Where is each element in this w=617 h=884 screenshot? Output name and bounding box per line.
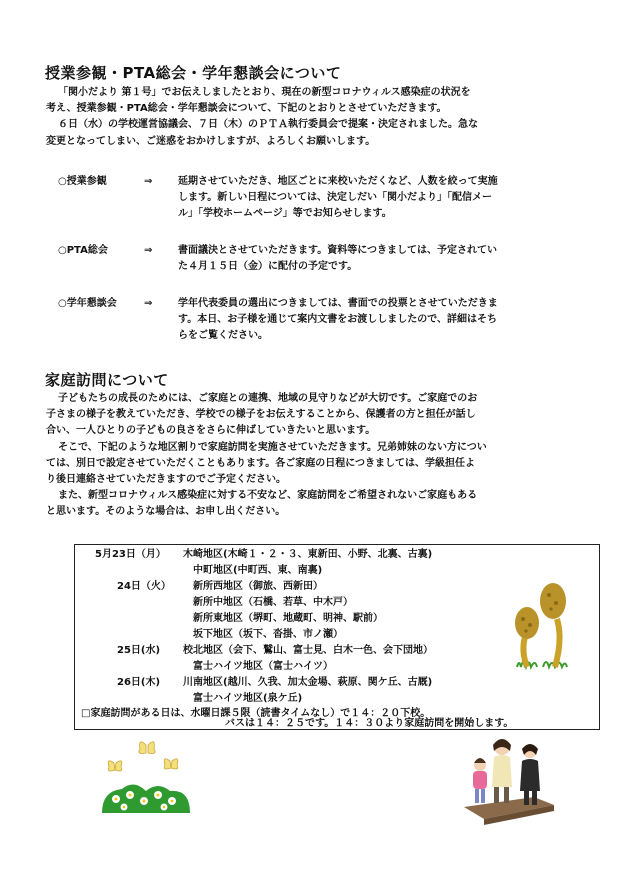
body-line: 合い、一人ひとりの子どもの良さをさらに伸ばしていきたいと思います。 bbox=[46, 425, 376, 437]
arrow-icon: ⇒ bbox=[144, 176, 153, 187]
intro-line: 変更となってしまい、ご迷惑をおかけしますが、よろしくお願いします。 bbox=[46, 135, 376, 147]
schedule-area: 富士ハイツ地区（富士ハイツ） bbox=[193, 661, 333, 672]
item-gakunen-kondankai bbox=[58, 296, 578, 352]
schedule-date: 25日(水) bbox=[117, 645, 161, 656]
schedule-area: 富士ハイツ地区(泉ケ丘) bbox=[193, 693, 303, 704]
schedule-area: 新所東地区（堺町、地蔵町、明神、駅前） bbox=[193, 613, 383, 624]
intro-line: ６日（水）の学校運営協議会、７日（木）のＰＴＡ執行委員会で提案・決定されました。急な bbox=[58, 119, 478, 131]
schedule-date: 5月23日（月） bbox=[95, 549, 166, 560]
schedule-note: □家庭訪問がある日は、水曜日課５限（読書タイムなし）で１４：２０下校。 bbox=[81, 708, 431, 719]
item-label: ○授業参観 bbox=[58, 176, 107, 187]
section1-intro bbox=[46, 85, 574, 150]
item-line: た４月１５日（金）に配付の予定です。 bbox=[178, 261, 358, 273]
section1-title: 授業参観・PTA総会・学年懇談会について bbox=[45, 64, 342, 82]
body-line: また、新型コロナウィルス感染症に対する不安など、家庭訪問をご希望されないご家庭もある bbox=[58, 490, 478, 502]
item-line: す。本日、お子様を通じて案内文書をお渡ししましたので、詳細はそち bbox=[178, 314, 497, 326]
item-text bbox=[178, 243, 578, 275]
arrow-icon: ⇒ bbox=[144, 245, 153, 256]
section2-title: 家庭訪問について bbox=[45, 371, 169, 389]
item-line: します。新しい日程については、決定しだい「関小だより」「配信メー bbox=[178, 192, 492, 204]
schedule-area: 校北地区（会下、鷲山、富士見、白木一色、会下団地） bbox=[183, 645, 433, 656]
item-text bbox=[178, 296, 578, 345]
family-visit-illustration bbox=[464, 735, 554, 825]
item-line: 書面議決とさせていただきます。資料等につきましては、予定されてい bbox=[178, 245, 497, 256]
item-line: 延期させていただき、地区ごとに来校いただくなど、人数を絞って実施 bbox=[178, 176, 498, 187]
item-line: らをご覧ください。 bbox=[178, 330, 268, 342]
body-line: そこで、下記のような地区割りで家庭訪問を実施させていただきます。兄弟姉妹のない方につい bbox=[58, 441, 487, 453]
home-visit-schedule-box bbox=[74, 544, 600, 730]
intro-line: 「関小だより 第１号」でお伝えしましたとおり、現在の新型コロナウィルス感染症の状況を bbox=[58, 87, 471, 98]
schedule-date: 26日(木) bbox=[117, 677, 161, 688]
flowers-butterflies-illustration bbox=[100, 737, 192, 817]
item-label: ○PTA総会 bbox=[58, 245, 108, 256]
schedule-date: 24日（火） bbox=[117, 581, 171, 592]
mushroom-illustration bbox=[509, 579, 575, 671]
body-line: ては、別日で設定させていただくこともあります。各ご家庭の日程につきましては、学級担任よ bbox=[46, 457, 475, 469]
body-line: 子さまの様子を教えていただき、学校での様子をお伝えすることから、保護者の方と担任が話し bbox=[46, 409, 476, 421]
body-line: と思います。そのような場合は、お申し出ください。 bbox=[46, 506, 286, 518]
schedule-area: 坂下地区（坂下、沓掛、市ノ瀬） bbox=[193, 629, 343, 640]
item-line: ル」「学校ホームページ」等でお知らせします。 bbox=[178, 208, 392, 220]
section2-body bbox=[46, 391, 574, 521]
item-jugyo-sankan bbox=[58, 174, 578, 230]
schedule-area: 新所西地区（御旅、西新田） bbox=[193, 581, 323, 592]
intro-line: 考え、授業参観・PTA総会・学年懇談会について、下記のとおりとさせていただきます。 bbox=[46, 103, 447, 115]
item-line: 学年代表委員の選出につきましては、書面での投票とさせていただきま bbox=[178, 298, 498, 309]
item-text bbox=[178, 174, 578, 223]
schedule-area: 新所中地区（石橋、若草、中木戸） bbox=[193, 597, 353, 608]
arrow-icon: ⇒ bbox=[144, 298, 153, 309]
schedule-area: 木崎地区(木崎１・２・３、東新田、小野、北裏、古裏) bbox=[183, 549, 433, 560]
body-line: 子どもたちの成長のためには、ご家庭との連携、地域の見守りなどが大切です。ご家庭でのお bbox=[58, 393, 478, 404]
schedule-note: バスは１４：２５です。１４：３０より家庭訪問を開始します。 bbox=[225, 718, 514, 729]
schedule-area: 川南地区(越川、久我、加太金場、萩原、関ケ丘、古厩) bbox=[183, 677, 433, 688]
body-line: り後日連絡させていただきますのでご予定ください。 bbox=[46, 473, 286, 485]
item-pta-sokai bbox=[58, 243, 578, 283]
schedule-area: 中町地区(中町西、東、南裏) bbox=[193, 565, 323, 576]
item-label: ○学年懇談会 bbox=[58, 298, 117, 309]
